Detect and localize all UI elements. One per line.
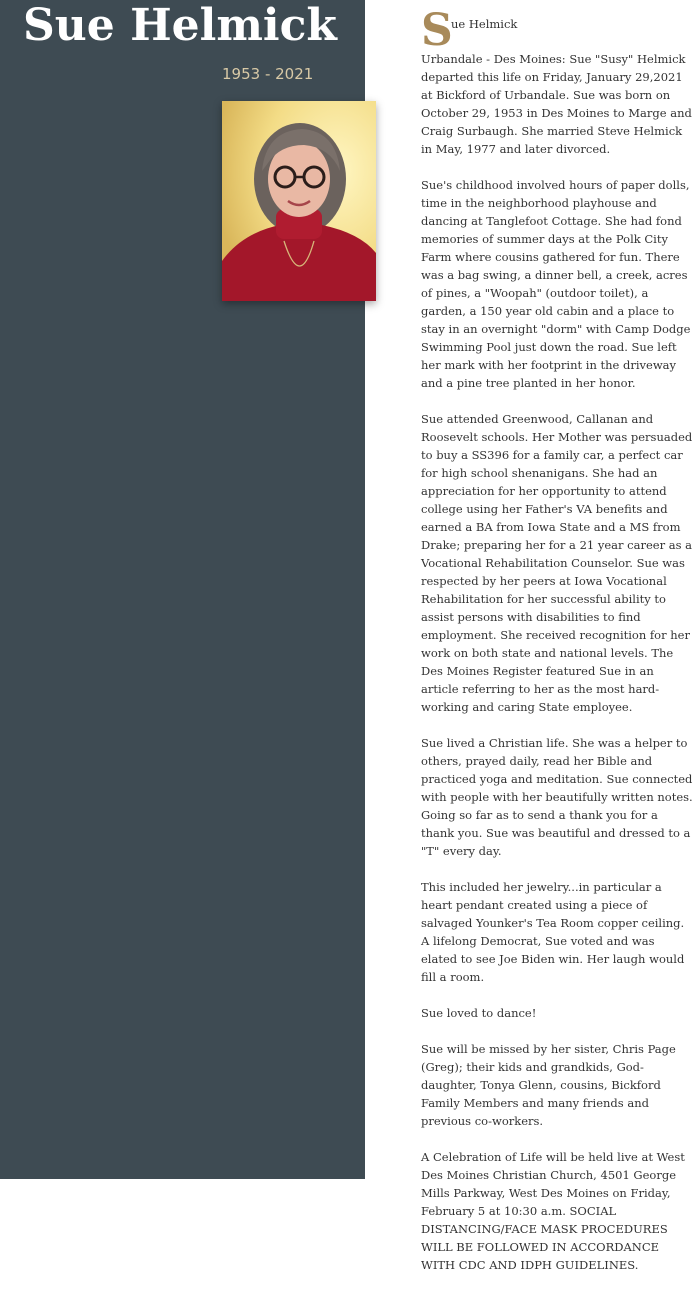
obituary-intro	[421, 5, 693, 56]
person-name: Sue Helmick	[23, 0, 337, 51]
paragraph-death-notice: Urbandale - Des Moines: Sue "Susy" Helmick departed this life on Friday, January 29,2021 at Bickford of Urbandale. Sue was born on October 29, 1953 in Des Moines to Marge and Craig Surbaugh. She married Steve Helmick in May, 1977 and later divorced.	[421, 52, 692, 156]
drop-cap: S	[421, 5, 453, 56]
paragraph-faith: Sue lived a Christian life. She was a helper to others, prayed daily, read her Bible and practiced yoga and meditation. Sue connected with people with her beautifully written notes. Going so far as to send a thank you for a thank you. Sue was beautiful and dressed to a "T" every day.	[421, 736, 693, 858]
paragraph-jewelry: This included her jewelry...in particular a heart pendant created using a piece of salvaged Younker's Tea Room copper ceiling. A lifelong Democrat, Sue voted and was elated to see Joe Biden win. Her laugh would fill a room.	[421, 880, 685, 984]
portrait-photo	[222, 101, 376, 301]
sidebar	[0, 0, 365, 1179]
paragraph-survivors: Sue will be missed by her sister, Chris Page (Greg); their kids and grandkids, God-daughter, Tonya Glenn, cousins, Bickford Family Members and many friends and previous co-workers.	[421, 1042, 676, 1128]
paragraph-education-career: Sue attended Greenwood, Callanan and Roosevelt schools. Her Mother was persuaded to buy a SS396 for a family car, a perfect car for high school shenanigans. She had an appreciation for her opportunity to attend college using her Father's VA benefits and earned a BA from Iowa State and a MS from Drake; preparing her for a 21 year career as a Vocational Rehabilitation Counselor. Sue was respected by her peers at Iowa Vocational Rehabilitation for her successful ability to assist persons with disabilities to find employment. She received recognition for her work on both state and national levels. The Des Moines Register featured Sue in an article referring to her as the most hard-working and caring State employee.	[421, 412, 693, 714]
obituary-text	[421, 5, 693, 1292]
paragraph-childhood: Sue's childhood involved hours of paper dolls, time in the neighborhood playhouse and dancing at Tanglefoot Cottage. She had fond memories of summer days at the Polk City Farm where cousins gathered for fun. There was a bag swing, a dinner bell, a creek, acres of pines, a "Woopah" (outdoor toilet), a garden, a 150 year old cabin and a place to stay in an overnight "dorm" with Camp Dodge Swimming Pool just down the road. Sue left her mark with her footprint in the driveway and a pine tree planted in her honor.	[421, 178, 691, 390]
intro-name: ue Helmick	[451, 17, 518, 31]
portrait-illustration	[222, 101, 376, 301]
paragraph-dance: Sue loved to dance!	[421, 1006, 537, 1020]
life-dates: 1953 - 2021	[222, 65, 314, 83]
paragraph-service: A Celebration of Life will be held live at West Des Moines Christian Church, 4501 George Mills Parkway, West Des Moines on Friday, February 5 at 10:30 a.m. SOCIAL DISTANCING/FACE MASK PROCEDURES WILL BE FOLLOWED IN ACCORDANCE WITH CDC AND IDPH GUIDELINES.	[421, 1150, 685, 1272]
